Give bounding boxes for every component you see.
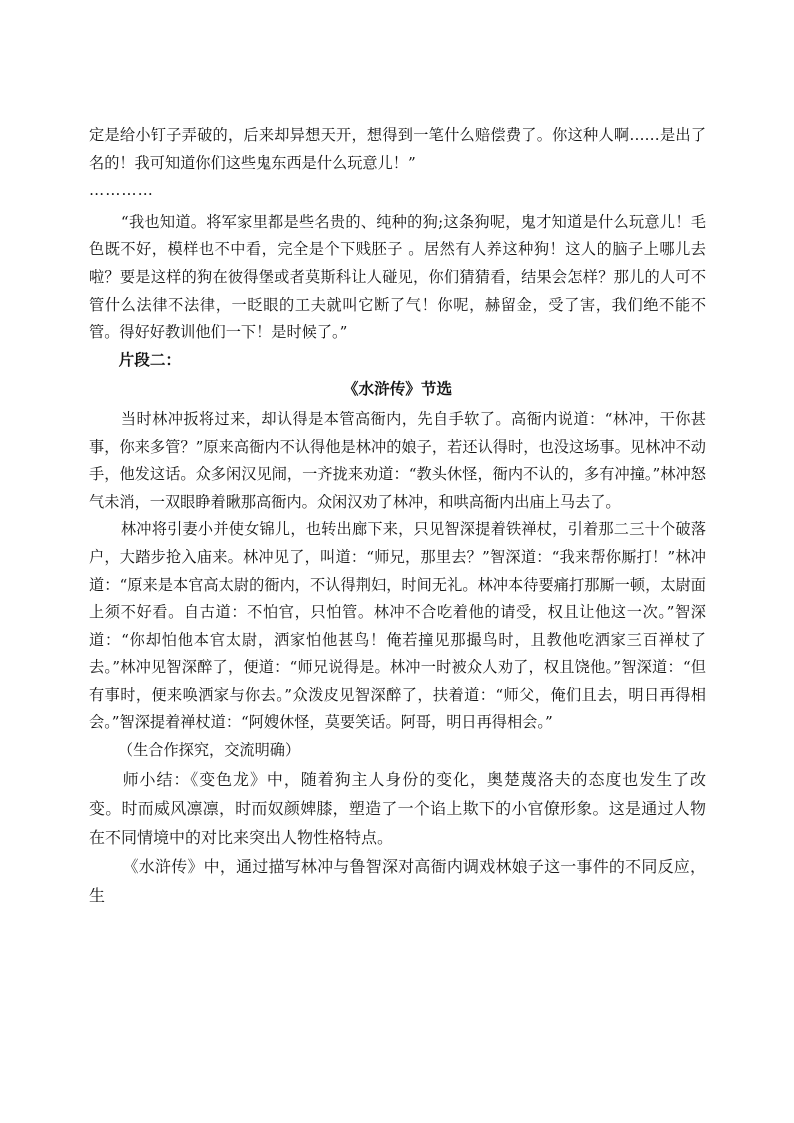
fragment2-paragraph-1: 当时林冲扳将过来，却认得是本管高衙内，先自手软了。高衙内说道：“林冲，干你甚事，你来多管？”原来高衙内不认得他是林冲的娘子，若还认得时，也没这场事。见林冲不动手，他发这话。众多闲汉见闹，一齐拢来劝道：“教头休怪，衙内不认的，多有冲撞。”林冲怒气未消，一双眼睁着瞅那高衙内。众闲汉劝了林冲，和哄高衙内出庙上马去了。	[89, 409, 706, 511]
fragment1-paragraph: “我也知道。将军家里都是些名贵的、纯种的狗;这条狗呢，鬼才知道是什么玩意儿！毛色既不好，模样也不中看，完全是个下贱胚子 。居然有人养这种狗！这人的脑子上哪儿去啦？要是这样的狗在彼得堡或者莫斯科让人碰见，你们猜猜看，结果会怎样？那儿的人可不管什么法律不法律，一眨眼的工夫就叫它断了气！你呢，赫留金，受了害，我们绝不能不管。得好好教训他们一下！是时候了。”	[89, 212, 706, 342]
page-content	[89, 122, 706, 910]
teacher-summary-paragraph-1: 师小结：《变色龙》中，随着狗主人身份的变化，奥楚蔑洛夫的态度也发生了改变。时而威风凛凛，时而奴颜婢膝，塑造了一个谄上欺下的小官僚形象。这是通过人物在不同情境中的对比来突出人物性格特点。	[89, 769, 706, 847]
fragment1-continuation: 定是给小钉子弄破的，后来却异想天开，想得到一笔什么赔偿费了。你这种人啊……是出了名的！我可知道你们这些鬼东西是什么玩意儿！”	[89, 126, 706, 172]
activity-note: （生合作探究，交流明确）	[117, 741, 301, 760]
fragment2-label: 片段二：	[118, 350, 182, 369]
fragment2-paragraph-2: 林冲将引妻小并使女锦儿，也转出廊下来，只见智深提着铁禅杖，引着那二三十个破落户，大踏步抢入庙来。林冲见了，叫道：“师兄，那里去？”智深道：“我来帮你厮打！”林冲道：“原来是本官高太尉的衙内，不认得荆妇，时间无礼。林冲本待要痛打那厮一顿，太尉面上须不好看。自古道：不怕官，只怕管。林冲不合吃着他的请受，权且让他这一次。”智深道：“你却怕他本官太尉，洒家怕他甚鸟！俺若撞见那撮鸟时，且教他吃洒家三百禅杖了去。”林冲见智深醉了，便道：“师兄说得是。林冲一时被众人劝了，权且饶他。”智深道：“但有事时，便来唤洒家与你去。”众泼皮见智深醉了，扶着道：“师父，俺们且去，明日再得相会。”智深提着禅杖道：“阿嫂休怪，莫要笑话。阿哥，明日再得相会。”	[89, 520, 706, 732]
teacher-summary-paragraph-2: 《水浒传》中，通过描写林冲与鲁智深对高衙内调戏林娘子这一事件的不同反应，生	[89, 856, 706, 905]
omission-ellipsis: …………	[89, 181, 154, 200]
excerpt-title: 《水浒传》节选	[342, 380, 453, 399]
